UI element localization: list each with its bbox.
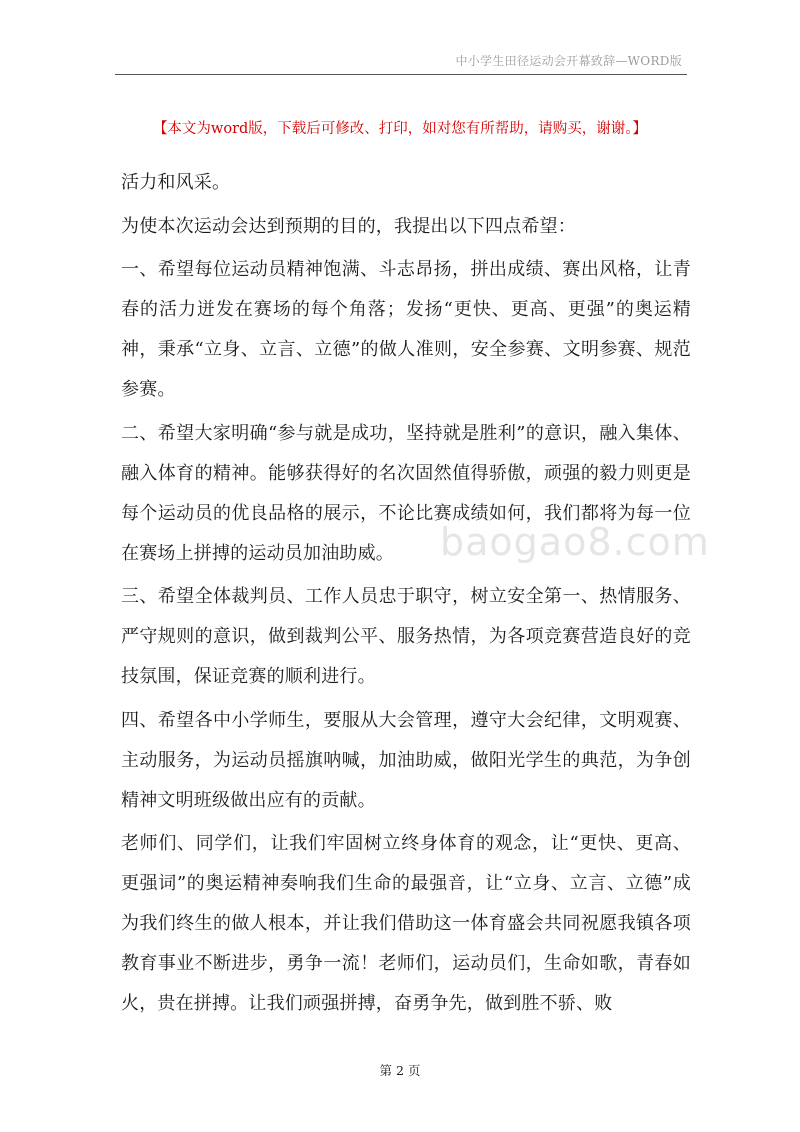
header-divider	[115, 74, 687, 75]
paragraph-hope-four: 四、希望各中小学师生，要服从大会管理，遵守大会纪律，文明观赛、主动服务，为运动员摇旗呐喊，加油助威，做阳光学生的典范，为争创精神文明班级做出应有的贡献。	[121, 709, 691, 811]
download-notice: 【本文为word版，下载后可修改、打印，如对您有所帮助，请购买，谢谢。】	[152, 121, 648, 137]
paragraph-hope-one: 一、希望每位运动员精神饱满、斗志昂扬，拼出成绩、赛出风格，让青春的活力迸发在赛场的每个角落；发扬“更快、更高、更强”的奥运精神，秉承“立身、立言、立德”的做人准则，安全参赛、文明参赛、规范参赛。	[121, 259, 691, 400]
watermark: baogao8.com	[440, 520, 710, 564]
document-body	[121, 163, 691, 1028]
paragraph-closing: 老师们、同学们，让我们牢固树立终身体育的观念，让“更快、更高、更强词”的奥运精神奏响我们生命的最强音，让“立身、立言、立德”成为我们终生的做人根本，并让我们借助这一体育盛会共同祝愿我镇各项教育事业不断进步，勇争一流！老师们，运动员们，生命如歌，青春如火，贵在拼搏。让我们顽强拼搏，奋勇争先，做到胜不骄、败	[121, 833, 691, 1014]
page-number: 第 2 页	[379, 1063, 421, 1078]
paragraph-intro: 为使本次运动会达到预期的目的，我提出以下四点希望：	[121, 215, 576, 237]
document-header-title: 中小学生田径运动会开幕致辞—WORD版	[455, 54, 682, 68]
paragraph-hope-three: 三、希望全体裁判员、工作人员忠于职守，树立安全第一、热情服务、严守规则的意识，做到裁判公平、服务热情，为各项竞赛营造良好的竞技氛围，保证竞赛的顺利进行。	[121, 586, 691, 687]
paragraph-continuation: 活力和风采。	[121, 172, 231, 193]
paragraph-hope-two: 二、希望大家明确“参与就是成功，坚持就是胜利”的意识，融入集体、融入体育的精神。能够获得好的名次固然值得骄傲，顽强的毅力则更是每个运动员的优良品格的展示，不论比赛成绩如何，我们都将为每一位在赛场上拼搏的运动员加油助威。	[121, 422, 691, 564]
